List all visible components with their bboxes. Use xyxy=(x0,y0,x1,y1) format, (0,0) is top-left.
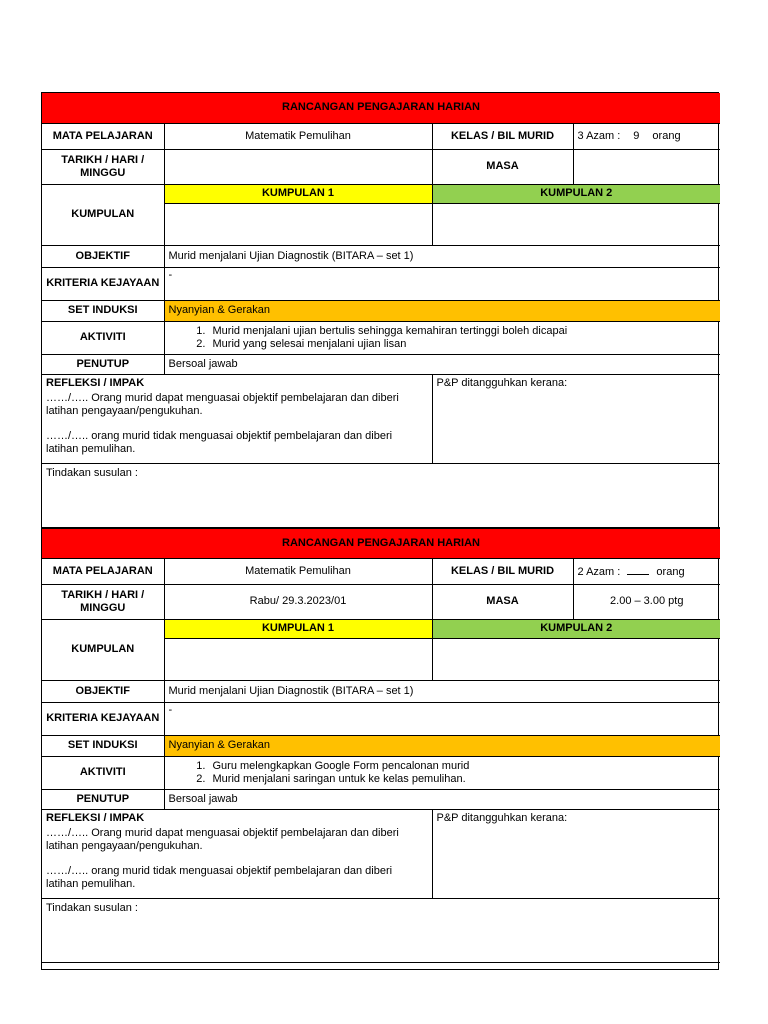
kumpulan-2-header: KUMPULAN 2 xyxy=(432,184,720,203)
penutup-label: PENUTUP xyxy=(42,789,164,809)
tarikh-label: TARIKH / HARI / MINGGU xyxy=(42,584,164,619)
objektif-label: OBJEKTIF xyxy=(42,245,164,267)
tarikh-value: Rabu/ 29.3.2023/01 xyxy=(164,584,432,619)
aktiviti-value xyxy=(164,756,720,789)
kelas-count: 9 xyxy=(633,129,640,142)
kumpulan-label: KUMPULAN xyxy=(42,619,164,680)
mata-pelajaran-label: MATA PELAJARAN xyxy=(42,558,164,584)
kelas-value xyxy=(573,123,720,149)
aktiviti-item: 2. Murid menjalani saringan untuk ke kelas pemulihan. xyxy=(209,773,717,786)
tarikh-label: TARIKH / HARI / MINGGU xyxy=(42,149,164,184)
set-induksi-label: SET INDUKSI xyxy=(42,300,164,321)
refleksi-cell xyxy=(42,374,432,463)
kriteria-label: KRITERIA KEJAYAAN xyxy=(42,267,164,300)
aktiviti-list xyxy=(169,325,717,351)
kumpulan-1-cell xyxy=(164,638,432,680)
refleksi-label: REFLEKSI / IMPAK xyxy=(46,811,145,824)
masa-label: MASA xyxy=(432,584,573,619)
plan-title: RANCANGAN PENGAJARAN HARIAN xyxy=(42,93,720,123)
tindakan-cell xyxy=(42,463,720,527)
refleksi-line-1: ……/….. Orang murid dapat menguasai objektif pembelajaran dan diberi latihan pengayaan/pengukuhan. xyxy=(46,391,399,417)
tarikh-value xyxy=(164,149,432,184)
kumpulan-label: KUMPULAN xyxy=(42,184,164,245)
refleksi-cell xyxy=(42,809,432,898)
aktiviti-label: AKTIVITI xyxy=(42,756,164,789)
kelas-count-blank xyxy=(627,564,649,575)
lesson-plan-table-2 xyxy=(42,528,720,963)
tindakan-cell xyxy=(42,898,720,962)
masa-value: 2.00 – 3.00 ptg xyxy=(573,584,720,619)
kumpulan-2-cell xyxy=(432,638,720,680)
penutup-label: PENUTUP xyxy=(42,354,164,374)
set-induksi-value: Nyanyian & Gerakan xyxy=(164,735,720,756)
penutup-value: Bersoal jawab xyxy=(164,354,720,374)
pnp-cell xyxy=(432,809,720,898)
plan-title: RANCANGAN PENGAJARAN HARIAN xyxy=(42,528,720,558)
masa-value xyxy=(573,149,720,184)
aktiviti-value xyxy=(164,321,720,354)
aktiviti-item: 1. Murid menjalani ujian bertulis sehingga kemahiran tertinggi boleh dicapai xyxy=(209,325,717,338)
aktiviti-list xyxy=(169,760,717,786)
aktiviti-item: 1. Guru melengkapkan Google Form pencalonan murid xyxy=(209,760,717,773)
refleksi-label: REFLEKSI / IMPAK xyxy=(46,376,145,389)
kriteria-value: - xyxy=(164,267,720,300)
aktiviti-item: 2. Murid yang selesai menjalani ujian lisan xyxy=(209,338,717,351)
objektif-label: OBJEKTIF xyxy=(42,680,164,702)
tindakan-label: Tindakan susulan : xyxy=(46,901,138,914)
mata-pelajaran-value: Matematik Pemulihan xyxy=(164,558,432,584)
kelas-label: KELAS / BIL MURID xyxy=(432,558,573,584)
kumpulan-1-cell xyxy=(164,203,432,245)
objektif-value: Murid menjalani Ujian Diagnostik (BITARA – set 1) xyxy=(164,245,720,267)
mata-pelajaran-value: Matematik Pemulihan xyxy=(164,123,432,149)
kelas-label: KELAS / BIL MURID xyxy=(432,123,573,149)
pnp-label: P&P ditangguhkan kerana: xyxy=(436,376,568,389)
tindakan-label: Tindakan susulan : xyxy=(46,466,138,479)
mata-pelajaran-label: MATA PELAJARAN xyxy=(42,123,164,149)
kriteria-value: - xyxy=(164,702,720,735)
kumpulan-2-cell xyxy=(432,203,720,245)
refleksi-line-2: ……/….. orang murid tidak menguasai objektif pembelajaran dan diberi latihan pemulihan. xyxy=(46,429,393,455)
kriteria-label: KRITERIA KEJAYAAN xyxy=(42,702,164,735)
kelas-unit: orang xyxy=(656,565,685,578)
kelas-name: 3 Azam : xyxy=(577,129,621,142)
kumpulan-1-header: KUMPULAN 1 xyxy=(164,619,432,638)
kelas-value xyxy=(573,558,720,584)
set-induksi-value: Nyanyian & Gerakan xyxy=(164,300,720,321)
kelas-name: 2 Azam : xyxy=(577,565,621,578)
lesson-plan-document xyxy=(41,92,719,970)
refleksi-line-1: ……/….. Orang murid dapat menguasai objektif pembelajaran dan diberi latihan pengayaan/pengukuhan. xyxy=(46,826,399,852)
objektif-value: Murid menjalani Ujian Diagnostik (BITARA – set 1) xyxy=(164,680,720,702)
set-induksi-label: SET INDUKSI xyxy=(42,735,164,756)
refleksi-line-2: ……/….. orang murid tidak menguasai objektif pembelajaran dan diberi latihan pemulihan. xyxy=(46,864,393,890)
pnp-label: P&P ditangguhkan kerana: xyxy=(436,811,568,824)
masa-label: MASA xyxy=(432,149,573,184)
kumpulan-1-header: KUMPULAN 1 xyxy=(164,184,432,203)
penutup-value: Bersoal jawab xyxy=(164,789,720,809)
lesson-plan-table-1 xyxy=(42,93,720,528)
aktiviti-label: AKTIVITI xyxy=(42,321,164,354)
kelas-unit: orang xyxy=(652,129,681,142)
kumpulan-2-header: KUMPULAN 2 xyxy=(432,619,720,638)
pnp-cell xyxy=(432,374,720,463)
